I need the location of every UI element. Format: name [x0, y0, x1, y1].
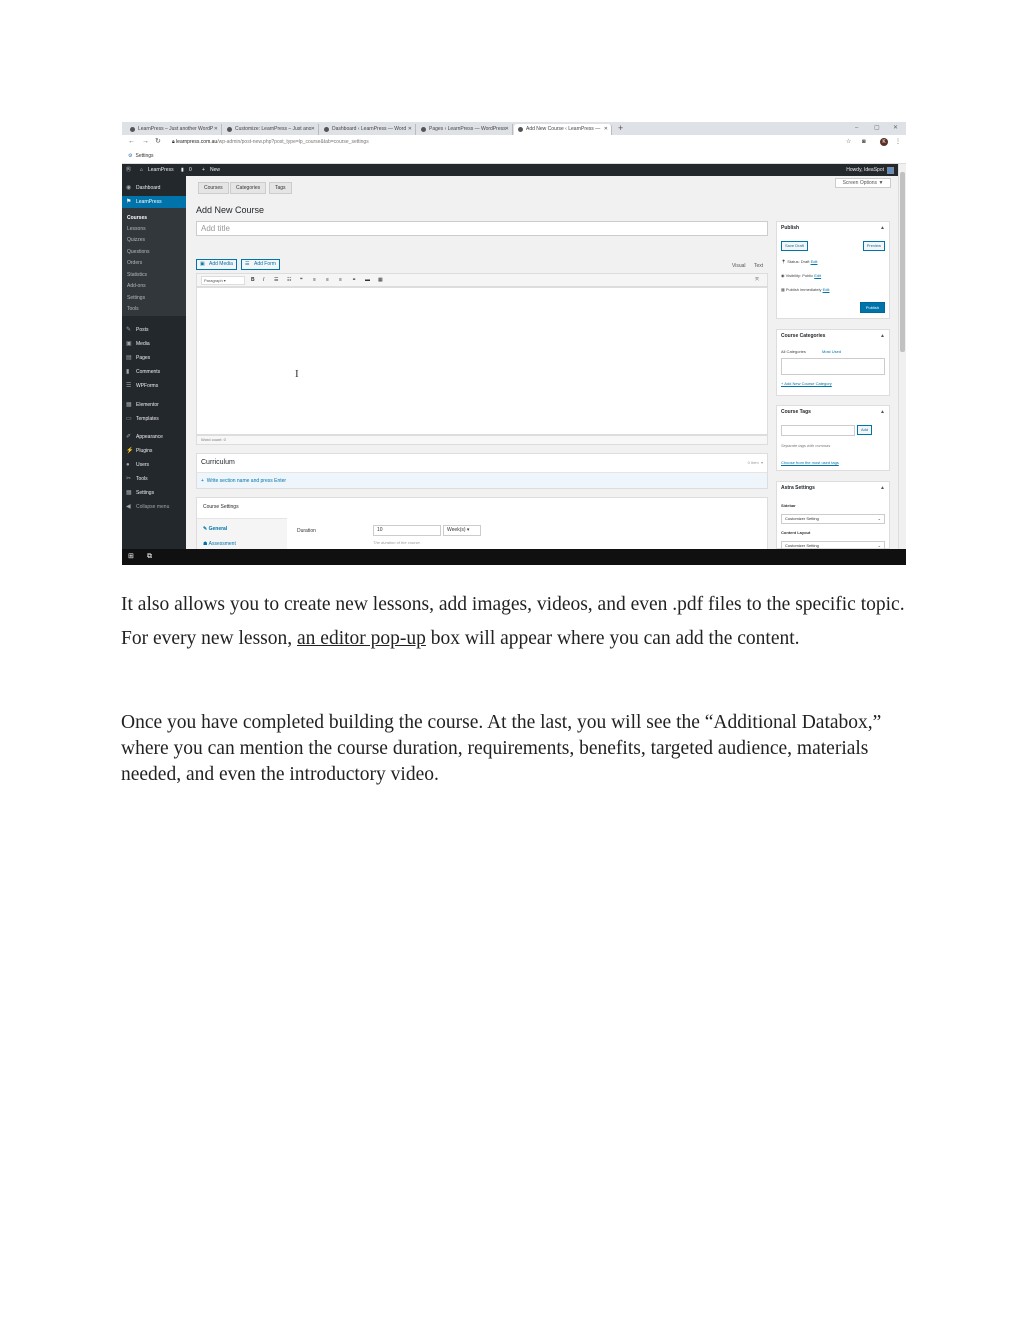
close-icon[interactable]: ✕ [213, 126, 218, 132]
sidebar-submenu [122, 208, 186, 316]
curriculum-count: 0 Item ▾ [747, 460, 763, 465]
new-tab-icon[interactable]: + [618, 123, 624, 133]
publish-time-row: ▦ Publish immediately Edit [781, 287, 830, 292]
paragraph-lessons: It also allows you to create new lessons, add images, videos, and even .pdf files to the specific topic. For every new lesson, an editor pop-up box will appear where you can add the content. [121, 594, 905, 649]
duration-input[interactable]: 10 [373, 525, 441, 536]
categories-list[interactable] [781, 358, 885, 375]
screen-options-button[interactable]: Screen Options ▼ [835, 178, 891, 188]
submenu-add-ons[interactable]: Add-ons [127, 283, 146, 289]
content-editor[interactable] [196, 287, 768, 435]
title-input[interactable]: Add title [196, 221, 768, 236]
settings-icon: ▦ [126, 490, 132, 496]
text-tab[interactable]: Text [754, 263, 764, 269]
add-tag-button[interactable]: Add [857, 425, 872, 435]
sidebar-item-tools[interactable]: ✂ Tools [122, 473, 186, 485]
browser-tab[interactable]: Customize: LearnPress – Just ano ✕ [223, 124, 319, 135]
browser-tab[interactable]: Pages ‹ LearnPress — WordPress ✕ [417, 124, 513, 135]
collapse-icon: ◀ [126, 504, 131, 510]
sidebar-item-plugins[interactable]: ⚡ Plugins [122, 445, 186, 457]
flag-icon: ⚑ [126, 199, 132, 205]
tab-tags[interactable]: Tags [269, 182, 292, 194]
course-settings-nav [197, 518, 287, 552]
collapse-arrow-icon[interactable]: ▲ [880, 225, 885, 231]
bookmarks-bar [122, 149, 906, 164]
sidebar-item-settings[interactable]: ▦ Settings [122, 487, 186, 499]
folder-icon: ▭ [126, 416, 132, 422]
favicon-icon [227, 127, 232, 132]
reload-icon[interactable]: ↻ [155, 138, 161, 145]
align-left-icon[interactable]: ≡ [313, 277, 316, 283]
site-name-link[interactable]: LearnPress [148, 167, 174, 173]
submenu-statistics[interactable]: Statistics [127, 272, 148, 278]
close-icon[interactable]: ✕ [504, 126, 509, 132]
browser-tab-active[interactable]: Add New Course ‹ LearnPress — ✕ [514, 124, 612, 135]
browser-tab[interactable]: Dashboard ‹ LearnPress — Word ✕ [320, 124, 416, 135]
submenu-orders[interactable]: Orders [127, 260, 143, 266]
italic-icon[interactable]: I [263, 277, 265, 283]
plugin-icon: ⚡ [126, 448, 134, 454]
visibility-edit-link[interactable]: Edit [814, 273, 822, 278]
comment-icon: ▮ [126, 369, 130, 375]
page-title: Add New Course [196, 205, 265, 215]
content-layout-label: Content Layout [781, 530, 811, 535]
sidebar-item-appearance[interactable]: ✐ Appearance [122, 431, 186, 443]
publish-box [776, 221, 890, 319]
browser-tab[interactable]: LearnPress – Just another WordP ✕ [126, 124, 222, 135]
tags-help: Separate tags with commas [781, 443, 831, 448]
sidebar-item-wpforms[interactable]: ☰ WPForms [122, 380, 186, 392]
preview-button[interactable]: Preview [863, 241, 885, 251]
close-icon[interactable]: ✕ [603, 126, 608, 132]
paragraph-databox: Once you have completed building the course. At the last, you will see the “Additional Databox,” where you can mention the course duration, requirements, benefits, targeted audience, materials needed, and even the introductory video. [121, 712, 882, 785]
link-icon[interactable]: ⚭ [352, 277, 357, 283]
windows-taskbar [122, 549, 906, 565]
window-close-icon[interactable]: ✕ [893, 125, 899, 131]
curriculum-box [196, 453, 768, 489]
sidebar-select[interactable]: Customizer Setting ⌄ [781, 514, 885, 524]
collapse-arrow-icon[interactable]: ▲ [880, 485, 885, 491]
browser-tab-strip [122, 122, 906, 135]
home-icon: ⌂ [140, 167, 144, 173]
plus-icon: + [202, 167, 205, 173]
page-scrollbar[interactable] [898, 164, 906, 549]
scroll-thumb[interactable] [900, 172, 905, 352]
sidebar-item-posts[interactable]: ✎ Posts [122, 324, 186, 336]
admin-sidebar [122, 176, 186, 549]
submenu-tools[interactable]: Tools [127, 306, 139, 312]
submenu-questions[interactable]: Questions [127, 249, 150, 255]
minimize-icon[interactable]: – [855, 125, 859, 131]
users-icon: ● [126, 462, 130, 468]
forward-icon[interactable]: → [142, 138, 149, 145]
screenshot [122, 122, 906, 565]
wordpress-logo-icon[interactable]: Ⓦ [126, 167, 132, 173]
star-icon[interactable]: ☆ [846, 139, 852, 145]
task-view-icon[interactable]: ⧉ [147, 553, 152, 560]
new-link[interactable]: New [210, 167, 221, 173]
maximize-icon[interactable]: ▢ [874, 125, 880, 131]
url-field[interactable]: 🔒︎ learnpress.com.au/wp-admin/post-new.php?post_type=lp_course&tab=course_settings [172, 139, 369, 145]
course-settings-box [196, 497, 768, 553]
duration-help: The duration of the course. [373, 540, 421, 545]
submenu-lessons[interactable]: Lessons [127, 226, 146, 232]
sidebar-item-templates[interactable]: ▭ Templates [122, 413, 186, 425]
collapse-arrow-icon[interactable]: ▲ [880, 333, 885, 339]
save-draft-button[interactable]: Save Draft [781, 241, 808, 251]
paragraph-select[interactable]: Paragraph ▾ [201, 276, 245, 285]
wrench-icon: ✂ [126, 476, 132, 482]
pages-icon: ▤ [126, 355, 132, 361]
add-category-link[interactable]: + Add New Course Category [781, 381, 832, 386]
chevron-down-icon: ⌄ [877, 543, 881, 548]
submenu-settings[interactable]: Settings [127, 295, 146, 301]
more-icon[interactable]: ▬ [365, 277, 370, 283]
elementor-icon: ▦ [126, 402, 132, 408]
tab-categories[interactable]: Categories [230, 182, 266, 194]
choose-tags-link[interactable]: Choose from the most used tags [781, 460, 839, 465]
sidebar-item-elementor[interactable]: ▦ Elementor [122, 399, 186, 411]
fullscreen-icon[interactable]: ⤧ [755, 277, 760, 283]
tag-input[interactable] [781, 425, 855, 436]
media-icon: ▣ [126, 341, 132, 347]
pin-icon: ✎ [126, 327, 132, 333]
section-name-input[interactable]: + Write section name and press Enter [197, 472, 767, 488]
curriculum-title: Curriculum [201, 459, 235, 466]
editor-popup-link[interactable]: an editor pop-up [297, 628, 426, 649]
toolbar-toggle-icon[interactable]: ▦ [378, 277, 383, 283]
settings-tab-assessment[interactable]: ☗ Assessment [203, 541, 236, 547]
settings-tab-general[interactable]: ✎ General [203, 526, 228, 532]
tags-title: Course Tags [781, 409, 811, 415]
bookmark-settings[interactable]: ⚙ Settings [128, 153, 154, 159]
wp-admin-bar [122, 164, 898, 176]
sidebar-item-comments[interactable]: ▮ Comments [122, 366, 186, 378]
sidebar-item-learnpress[interactable]: ⚑ LearnPress [122, 196, 186, 208]
brush-icon: ✐ [126, 434, 132, 440]
user-avatar[interactable] [887, 167, 894, 174]
comment-count[interactable]: 0 [189, 167, 192, 173]
extension-icon[interactable]: ◙ [862, 139, 866, 145]
duration-unit-select[interactable]: Week(s) ▾ [443, 525, 481, 536]
sidebar-label: Sidebar [781, 503, 796, 508]
all-categories-tab[interactable]: All Categories [781, 349, 806, 354]
submenu-courses[interactable]: Courses [127, 215, 148, 221]
visual-tab[interactable]: Visual [732, 263, 746, 269]
course-tags-box [776, 405, 890, 471]
wrench-icon: ✎ [203, 526, 209, 532]
course-categories-box [776, 329, 890, 396]
content-layout-select[interactable]: Customizer Setting ⌄ [781, 541, 885, 551]
favicon-icon [421, 127, 426, 132]
collapse-arrow-icon[interactable]: ▲ [880, 409, 885, 415]
dashboard-icon: ◉ [126, 185, 132, 191]
plus-icon: + [201, 478, 207, 484]
calendar-icon: ▦ [781, 287, 786, 292]
align-center-icon[interactable]: ≡ [326, 277, 329, 283]
bold-icon[interactable]: B [251, 277, 255, 283]
publish-title: Publish [781, 225, 800, 231]
sidebar-collapse[interactable]: ◀ Collapse menu [122, 501, 186, 513]
categories-title: Course Categories [781, 333, 826, 339]
chevron-down-icon: ⌄ [877, 516, 881, 521]
astra-settings-box [776, 481, 890, 549]
align-right-icon[interactable]: ≡ [339, 277, 342, 283]
astra-title: Astra Settings [781, 485, 815, 491]
favicon-icon [324, 127, 329, 132]
submenu-quizzes[interactable]: Quizzes [127, 237, 146, 243]
duration-label: Duration [297, 528, 316, 534]
forms-icon: ☰ [126, 383, 132, 389]
text-cursor-icon: I [295, 368, 299, 380]
favicon-icon [130, 127, 135, 132]
lock-icon: 🔒︎ [172, 139, 177, 145]
publish-time-edit-link[interactable]: Edit [822, 287, 830, 292]
quote-icon[interactable]: ❝ [300, 277, 303, 283]
sidebar-item-dashboard[interactable]: ◉ Dashboard [122, 182, 186, 194]
publish-button[interactable]: Publish [860, 302, 885, 313]
comment-icon: ▮ [181, 167, 184, 173]
howdy-link[interactable]: Howdy, IdeaSpot [846, 167, 884, 173]
eye-icon: ◉ [781, 273, 786, 278]
add-form-button[interactable]: ☰ Add Form [241, 259, 280, 270]
most-used-tab[interactable]: Most Used [822, 349, 842, 354]
tab-courses[interactable]: Courses [198, 182, 229, 194]
close-icon[interactable]: ✕ [407, 126, 412, 132]
address-bar-row [122, 135, 906, 149]
word-count: Word count: 0 [196, 435, 768, 445]
bullet-list-icon[interactable]: ☰ [274, 277, 279, 283]
media-icon: ▣ [200, 261, 205, 267]
favicon-icon [518, 127, 523, 132]
status-edit-link[interactable]: Edit [810, 259, 818, 264]
sidebar-item-media[interactable]: ▣ Media [122, 338, 186, 350]
course-settings-title: Course Settings [203, 504, 239, 510]
add-media-button[interactable]: ▣ Add Media [196, 259, 237, 270]
visibility-row: ◉ Visibility: Public Edit [781, 273, 822, 278]
menu-dots-icon[interactable]: ⋮ [895, 139, 901, 145]
profile-avatar[interactable]: K [880, 138, 888, 146]
sidebar-item-pages[interactable]: ▤ Pages [122, 352, 186, 364]
assessment-icon: ☗ [203, 541, 209, 547]
number-list-icon[interactable]: ☷ [287, 277, 292, 283]
windows-start-icon[interactable]: ⊞ [128, 553, 134, 560]
editor-toolbar [196, 273, 768, 287]
sidebar-item-users[interactable]: ● Users [122, 459, 186, 471]
form-icon: ☰ [245, 261, 250, 267]
back-icon[interactable]: ← [128, 138, 135, 145]
status-row: 📍︎ Status: Draft Edit [781, 259, 818, 264]
gear-icon: ⚙ [128, 153, 133, 159]
close-icon[interactable]: ✕ [310, 126, 315, 132]
pin-icon: 📍︎ [781, 259, 788, 264]
